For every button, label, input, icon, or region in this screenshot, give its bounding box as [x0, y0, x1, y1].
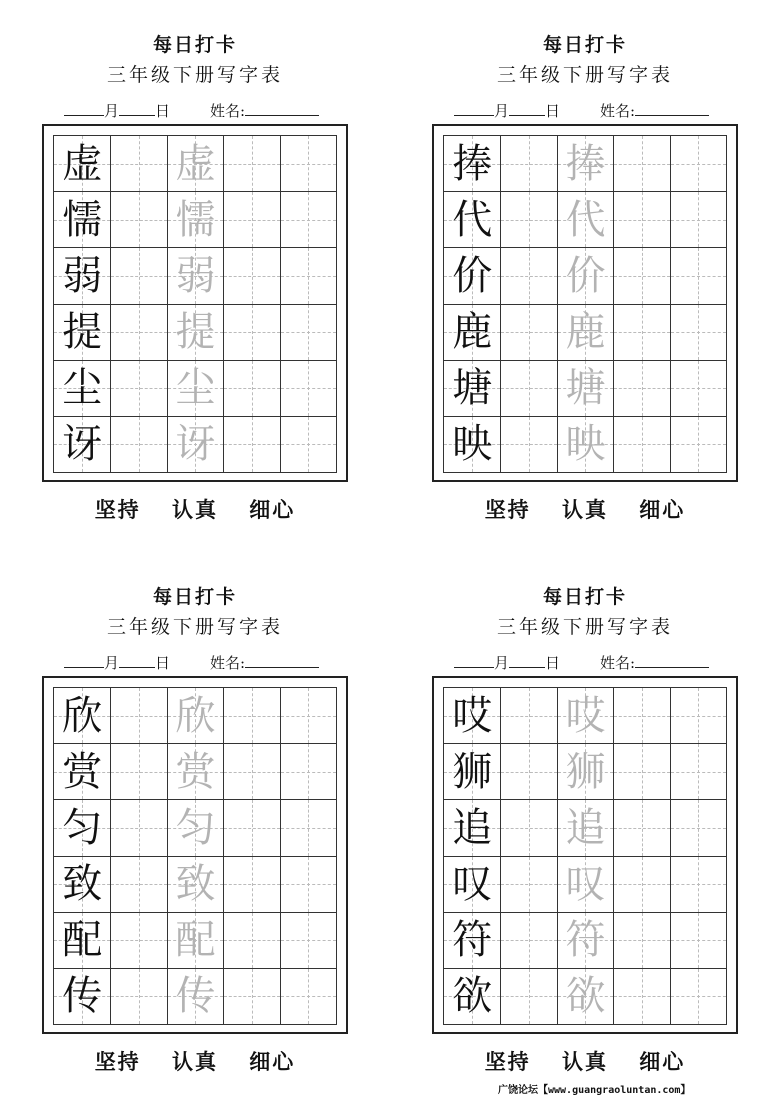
trace-character: 映	[565, 421, 606, 468]
grid-row	[444, 688, 726, 743]
month-blank[interactable]	[454, 101, 494, 116]
trace-cell[interactable]	[167, 361, 223, 416]
practice-cell[interactable]	[110, 361, 166, 416]
writing-grid-frame	[432, 124, 738, 482]
month-blank[interactable]	[64, 653, 104, 668]
practice-cell[interactable]	[223, 857, 279, 912]
model-character: 捧	[452, 140, 493, 187]
card-title: 每日打卡	[152, 586, 237, 608]
trace-cell[interactable]	[167, 857, 223, 912]
day-blank[interactable]	[119, 101, 155, 116]
model-character: 追	[452, 804, 493, 851]
practice-cell[interactable]	[613, 969, 669, 1024]
date-name-line	[454, 100, 709, 121]
practice-cell[interactable]	[670, 744, 726, 799]
practice-cell[interactable]	[613, 688, 669, 743]
practice-cell[interactable]	[223, 969, 279, 1024]
practice-cell[interactable]	[500, 136, 556, 191]
model-cell	[54, 248, 110, 303]
trace-cell[interactable]	[557, 248, 613, 303]
trace-cell[interactable]	[167, 969, 223, 1024]
model-character: 映	[452, 421, 493, 468]
practice-cell[interactable]	[280, 913, 336, 968]
model-cell	[54, 744, 110, 799]
grid-row	[444, 136, 726, 191]
grid-row	[54, 304, 336, 360]
practice-cell[interactable]	[223, 136, 279, 191]
practice-cell[interactable]	[223, 913, 279, 968]
model-cell	[54, 688, 110, 743]
grid-row	[444, 968, 726, 1024]
trace-character: 鹿	[565, 309, 606, 356]
trace-cell[interactable]	[557, 136, 613, 191]
practice-cell[interactable]	[613, 800, 669, 855]
motto: 坚持 认真 细心	[94, 497, 296, 522]
date-name-line	[64, 652, 319, 673]
trace-cell[interactable]	[557, 969, 613, 1024]
card-subtitle: 三年级下册写字表	[496, 616, 673, 638]
practice-cell[interactable]	[110, 248, 166, 303]
grid-row	[54, 360, 336, 416]
practice-cell[interactable]	[280, 417, 336, 472]
grid-row	[444, 191, 726, 247]
trace-cell[interactable]	[167, 688, 223, 743]
trace-cell[interactable]	[167, 192, 223, 247]
trace-character: 符	[565, 917, 606, 964]
model-cell	[54, 913, 110, 968]
practice-cell[interactable]	[110, 136, 166, 191]
trace-character: 赏	[175, 748, 216, 795]
model-character: 符	[452, 917, 493, 964]
practice-cell[interactable]	[670, 800, 726, 855]
name-blank[interactable]	[635, 653, 709, 668]
model-character: 代	[452, 196, 493, 243]
practice-cell[interactable]	[280, 857, 336, 912]
model-cell	[444, 305, 500, 360]
name-blank[interactable]	[245, 101, 319, 116]
trace-cell[interactable]	[557, 688, 613, 743]
model-character: 致	[62, 861, 103, 908]
writing-grid	[443, 687, 727, 1025]
model-character: 叹	[452, 861, 493, 908]
trace-character: 致	[175, 861, 216, 908]
practice-cell[interactable]	[613, 305, 669, 360]
name-label: 姓名:	[210, 102, 246, 120]
practice-cell[interactable]	[500, 417, 556, 472]
trace-cell[interactable]	[167, 800, 223, 855]
model-cell	[444, 417, 500, 472]
model-cell	[54, 969, 110, 1024]
trace-cell[interactable]	[557, 744, 613, 799]
practice-cell[interactable]	[110, 417, 166, 472]
motto: 坚持 认真 细心	[94, 1049, 296, 1074]
day-blank[interactable]	[509, 653, 545, 668]
grid-row	[54, 136, 336, 191]
motto: 坚持 认真 细心	[484, 1049, 686, 1074]
practice-cell[interactable]	[500, 688, 556, 743]
trace-character: 传	[175, 973, 216, 1020]
trace-character: 匀	[175, 804, 216, 851]
trace-cell[interactable]	[557, 361, 613, 416]
day-label: 日	[155, 654, 171, 672]
practice-cell[interactable]	[223, 800, 279, 855]
practice-cell[interactable]	[223, 192, 279, 247]
practice-cell[interactable]	[280, 800, 336, 855]
day-label: 日	[545, 102, 561, 120]
month-label: 月	[104, 102, 120, 120]
trace-character: 提	[175, 309, 216, 356]
model-character: 传	[62, 973, 103, 1020]
practice-cell[interactable]	[223, 361, 279, 416]
practice-cell[interactable]	[500, 913, 556, 968]
trace-character: 虚	[175, 140, 216, 187]
grid-row	[444, 912, 726, 968]
model-character: 讶	[62, 421, 103, 468]
grid-row	[54, 416, 336, 472]
trace-character: 欲	[565, 973, 606, 1020]
writing-grid	[53, 687, 337, 1025]
grid-row	[54, 856, 336, 912]
trace-cell[interactable]	[167, 744, 223, 799]
trace-character: 尘	[175, 365, 216, 412]
practice-cell[interactable]	[670, 248, 726, 303]
writing-grid	[443, 135, 727, 473]
month-blank[interactable]	[64, 101, 104, 116]
practice-cell[interactable]	[670, 857, 726, 912]
practice-cell[interactable]	[670, 969, 726, 1024]
trace-character: 塘	[565, 365, 606, 412]
practice-cell[interactable]	[110, 969, 166, 1024]
trace-cell[interactable]	[557, 913, 613, 968]
practice-cell[interactable]	[280, 305, 336, 360]
model-character: 狮	[452, 748, 493, 795]
practice-cell[interactable]	[280, 361, 336, 416]
model-cell	[444, 136, 500, 191]
grid-row	[444, 799, 726, 855]
model-cell	[444, 800, 500, 855]
writing-grid-frame	[42, 124, 348, 482]
practice-cell[interactable]	[613, 248, 669, 303]
day-blank[interactable]	[509, 101, 545, 116]
practice-cell[interactable]	[223, 688, 279, 743]
model-character: 尘	[62, 365, 103, 412]
trace-character: 狮	[565, 748, 606, 795]
practice-cell[interactable]	[110, 913, 166, 968]
model-cell	[54, 192, 110, 247]
model-character: 配	[62, 917, 103, 964]
practice-card-2	[432, 0, 738, 520]
practice-cell[interactable]	[280, 136, 336, 191]
name-blank[interactable]	[245, 653, 319, 668]
practice-cell[interactable]	[500, 305, 556, 360]
practice-card-4	[432, 552, 738, 1072]
practice-cell[interactable]	[613, 136, 669, 191]
practice-cell[interactable]	[670, 192, 726, 247]
site-footer: 广饶论坛【www.guangraoluntan.com】	[498, 1085, 691, 1096]
name-label: 姓名:	[600, 102, 636, 120]
writing-grid-frame	[432, 676, 738, 1034]
practice-cell[interactable]	[670, 913, 726, 968]
practice-card-1	[42, 0, 348, 520]
trace-character: 懦	[175, 196, 216, 243]
practice-cell[interactable]	[110, 688, 166, 743]
card-title: 每日打卡	[542, 586, 627, 608]
practice-cell[interactable]	[500, 800, 556, 855]
card-subtitle: 三年级下册写字表	[496, 64, 673, 86]
practice-cell[interactable]	[613, 913, 669, 968]
trace-cell[interactable]	[557, 192, 613, 247]
practice-cell[interactable]	[670, 688, 726, 743]
grid-row	[54, 912, 336, 968]
motto: 坚持 认真 细心	[484, 497, 686, 522]
month-label: 月	[104, 654, 120, 672]
grid-row	[444, 360, 726, 416]
practice-cell[interactable]	[613, 744, 669, 799]
practice-cell[interactable]	[613, 857, 669, 912]
practice-cell[interactable]	[110, 744, 166, 799]
practice-cell[interactable]	[670, 417, 726, 472]
grid-row	[444, 416, 726, 472]
practice-cell[interactable]	[280, 688, 336, 743]
name-label: 姓名:	[210, 654, 246, 672]
practice-cell[interactable]	[500, 857, 556, 912]
grid-row	[444, 743, 726, 799]
trace-cell[interactable]	[167, 417, 223, 472]
grid-row	[444, 856, 726, 912]
trace-character: 讶	[175, 421, 216, 468]
practice-cell[interactable]	[613, 417, 669, 472]
model-cell	[444, 913, 500, 968]
model-character: 价	[452, 252, 493, 299]
practice-cell[interactable]	[223, 417, 279, 472]
grid-row	[54, 968, 336, 1024]
trace-character: 价	[565, 252, 606, 299]
trace-character: 追	[565, 804, 606, 851]
practice-cell[interactable]	[500, 361, 556, 416]
card-subtitle: 三年级下册写字表	[106, 64, 283, 86]
month-label: 月	[494, 102, 510, 120]
practice-cell[interactable]	[670, 361, 726, 416]
trace-character: 叹	[565, 861, 606, 908]
writing-grid-frame	[42, 676, 348, 1034]
practice-cell[interactable]	[223, 305, 279, 360]
card-title: 每日打卡	[542, 34, 627, 56]
trace-cell[interactable]	[167, 305, 223, 360]
model-cell	[444, 744, 500, 799]
model-cell	[444, 361, 500, 416]
practice-cell[interactable]	[110, 800, 166, 855]
practice-cell[interactable]	[500, 248, 556, 303]
model-cell	[444, 248, 500, 303]
grid-row	[54, 247, 336, 303]
model-cell	[54, 136, 110, 191]
model-character: 欲	[452, 973, 493, 1020]
card-subtitle: 三年级下册写字表	[106, 616, 283, 638]
model-cell	[54, 305, 110, 360]
model-character: 鹿	[452, 309, 493, 356]
grid-row	[444, 304, 726, 360]
trace-character: 配	[175, 917, 216, 964]
practice-cell[interactable]	[500, 744, 556, 799]
name-blank[interactable]	[635, 101, 709, 116]
model-cell	[54, 800, 110, 855]
trace-cell[interactable]	[557, 800, 613, 855]
grid-row	[54, 799, 336, 855]
practice-cell[interactable]	[280, 969, 336, 1024]
model-character: 哎	[452, 692, 493, 739]
model-character: 赏	[62, 748, 103, 795]
grid-row	[54, 743, 336, 799]
practice-cell[interactable]	[223, 744, 279, 799]
model-character: 塘	[452, 365, 493, 412]
model-character: 匀	[62, 804, 103, 851]
practice-cell[interactable]	[613, 192, 669, 247]
trace-cell[interactable]	[557, 305, 613, 360]
model-character: 提	[62, 309, 103, 356]
practice-cell[interactable]	[110, 305, 166, 360]
month-blank[interactable]	[454, 653, 494, 668]
practice-cell[interactable]	[280, 744, 336, 799]
practice-cell[interactable]	[280, 248, 336, 303]
day-blank[interactable]	[119, 653, 155, 668]
practice-cell[interactable]	[110, 192, 166, 247]
grid-row	[444, 247, 726, 303]
model-character: 懦	[62, 196, 103, 243]
practice-cell[interactable]	[223, 248, 279, 303]
model-cell	[444, 192, 500, 247]
practice-cell[interactable]	[280, 192, 336, 247]
practice-cell[interactable]	[670, 136, 726, 191]
model-cell	[444, 688, 500, 743]
trace-cell[interactable]	[167, 248, 223, 303]
practice-cell[interactable]	[110, 857, 166, 912]
model-cell	[444, 857, 500, 912]
date-name-line	[64, 100, 319, 121]
day-label: 日	[155, 102, 171, 120]
practice-cell[interactable]	[500, 969, 556, 1024]
trace-character: 弱	[175, 252, 216, 299]
practice-cell[interactable]	[500, 192, 556, 247]
model-character: 弱	[62, 252, 103, 299]
model-character: 虚	[62, 140, 103, 187]
card-title: 每日打卡	[152, 34, 237, 56]
model-cell	[54, 857, 110, 912]
trace-character: 哎	[565, 692, 606, 739]
day-label: 日	[545, 654, 561, 672]
trace-character: 捧	[565, 140, 606, 187]
trace-cell[interactable]	[167, 136, 223, 191]
model-character: 欣	[62, 692, 103, 739]
grid-row	[54, 191, 336, 247]
month-label: 月	[494, 654, 510, 672]
trace-cell[interactable]	[557, 417, 613, 472]
date-name-line	[454, 652, 709, 673]
trace-cell[interactable]	[167, 913, 223, 968]
trace-character: 欣	[175, 692, 216, 739]
practice-cell[interactable]	[670, 305, 726, 360]
trace-cell[interactable]	[557, 857, 613, 912]
practice-cell[interactable]	[613, 361, 669, 416]
writing-grid	[53, 135, 337, 473]
model-cell	[54, 361, 110, 416]
model-cell	[54, 417, 110, 472]
trace-character: 代	[565, 196, 606, 243]
practice-card-3	[42, 552, 348, 1072]
name-label: 姓名:	[600, 654, 636, 672]
model-cell	[444, 969, 500, 1024]
grid-row	[54, 688, 336, 743]
